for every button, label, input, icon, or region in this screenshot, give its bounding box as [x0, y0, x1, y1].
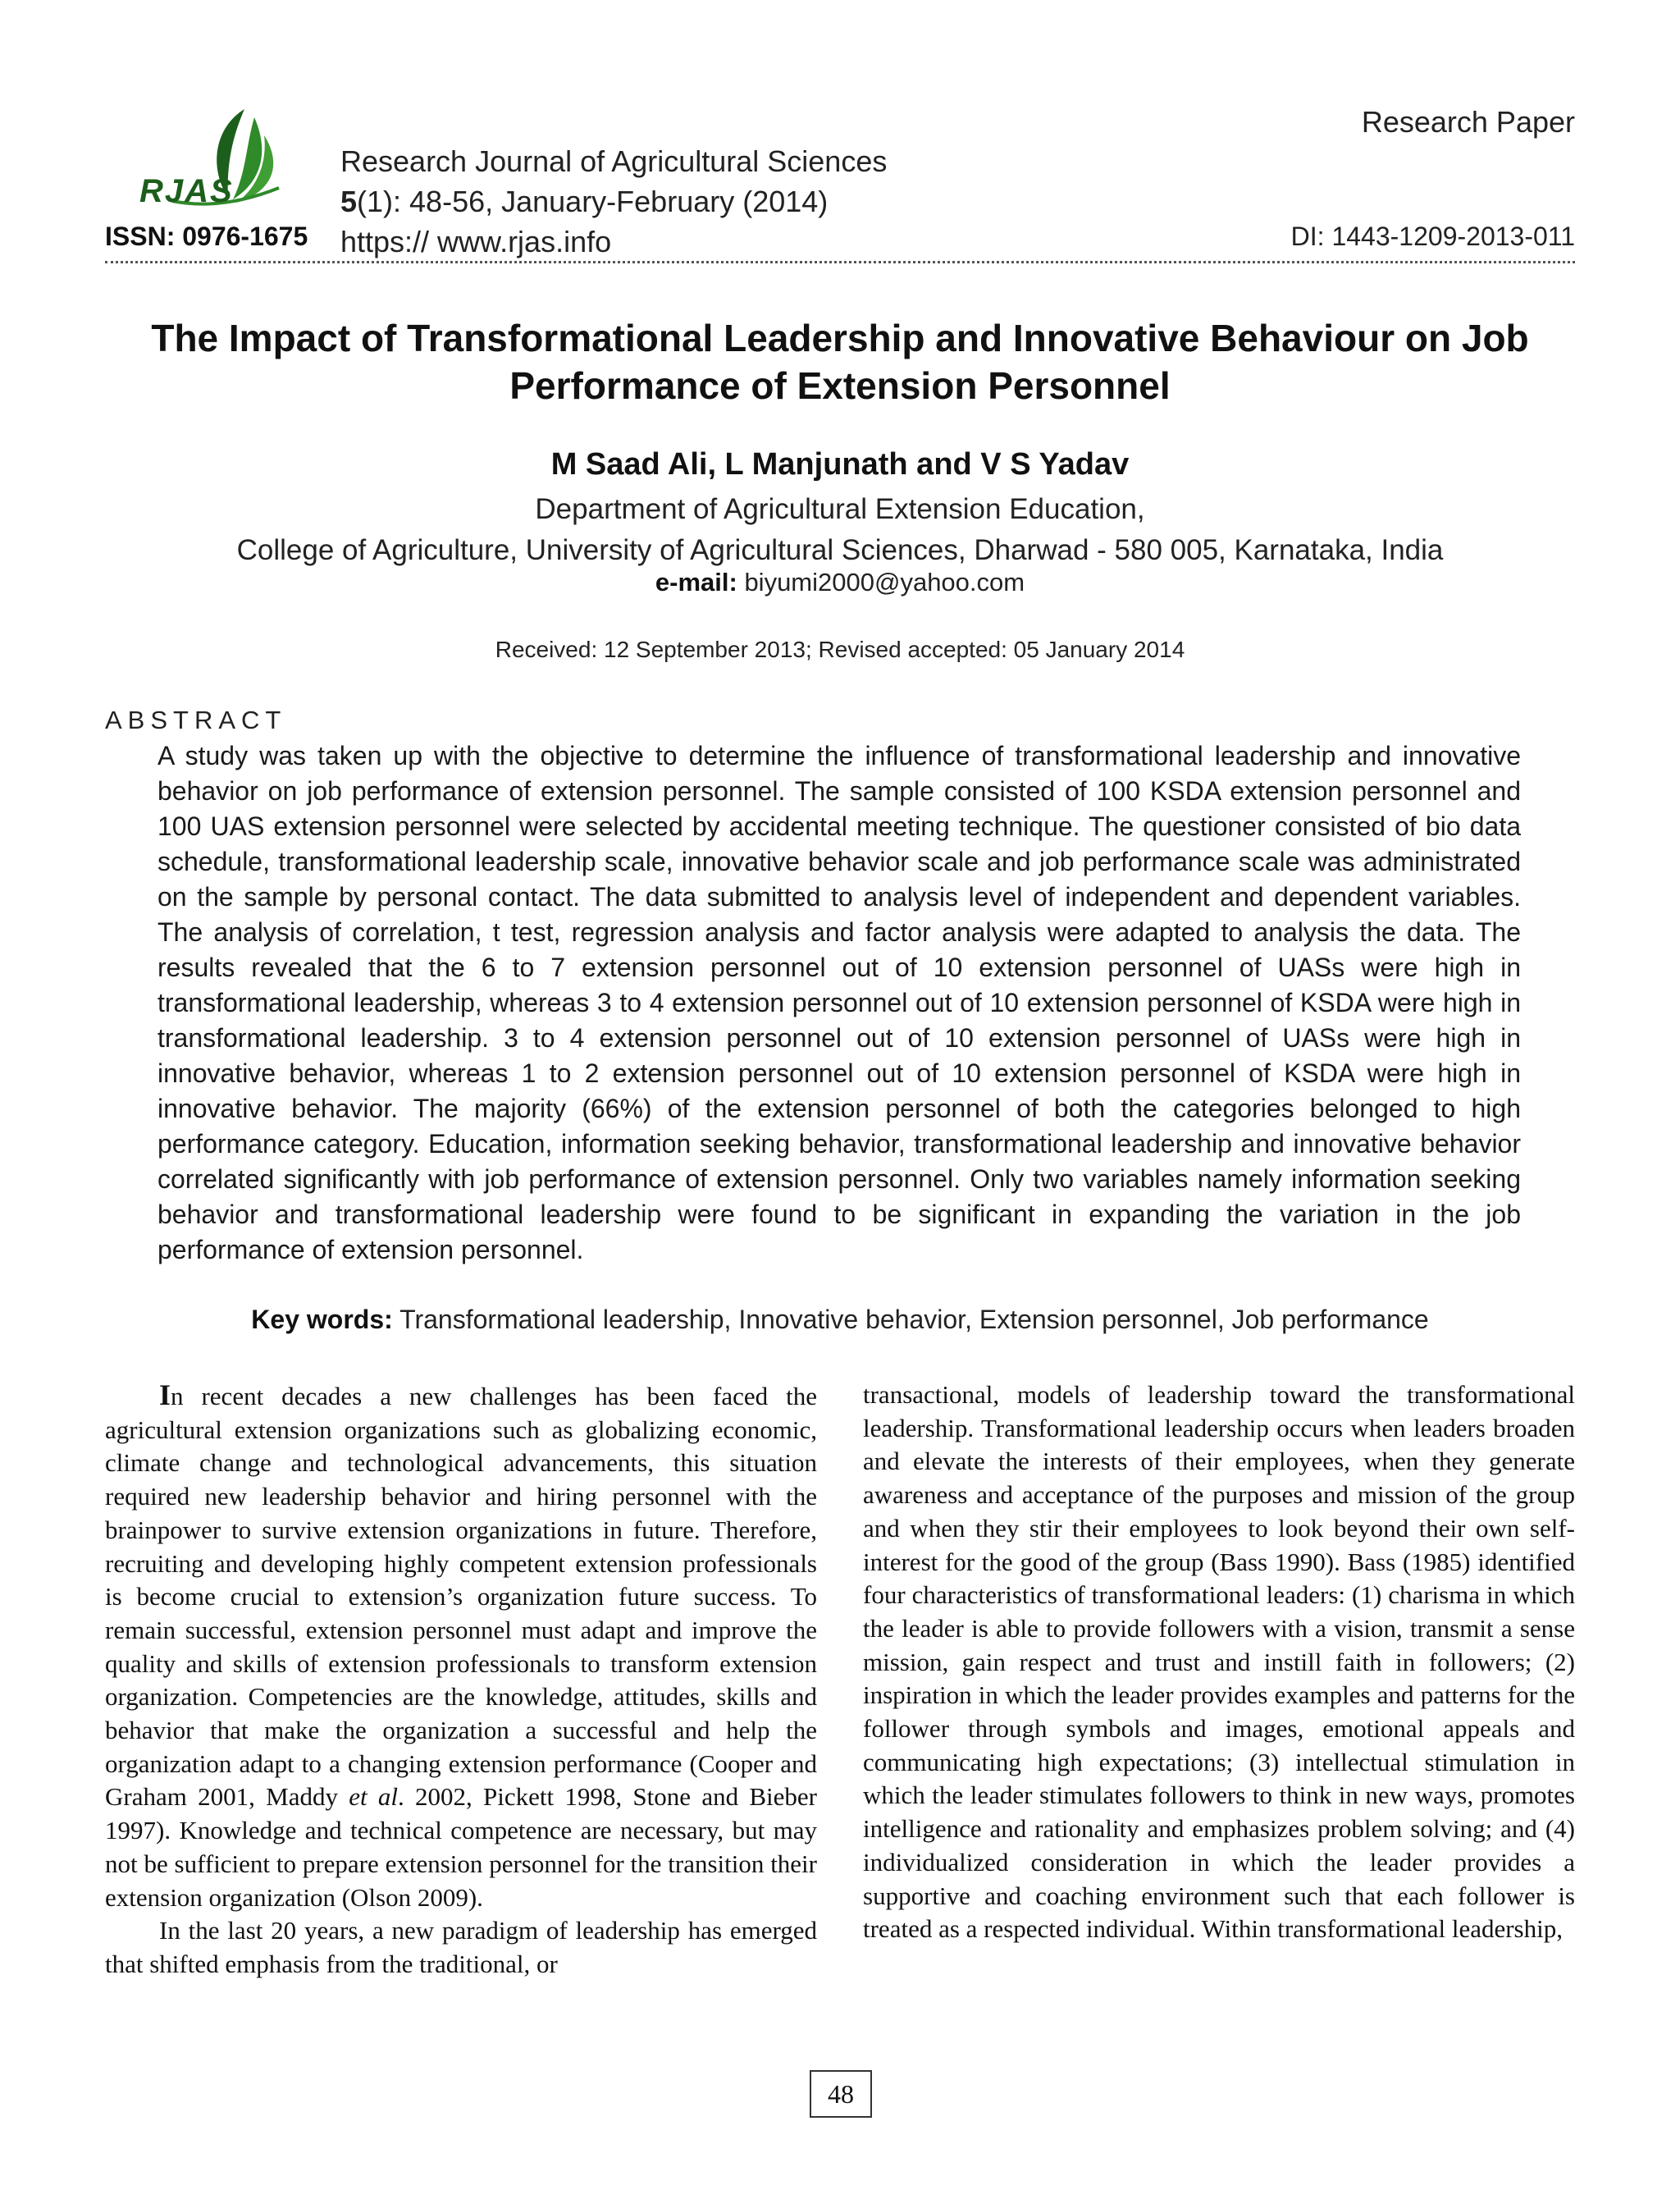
abstract-text: A study was taken up with the objective to determine the influence of transformational leadership and innovative behavior on job performance of extension personnel. The sample consisted of 100 KSDA extension personnel and 100 UAS extension personnel were selected by accidental meeting technique. The questioner consisted of bio data schedule, transformational leadership scale, innovative behavior scale and job performance scale was administrated on the sample by personal contact. The data submitted to analysis level of independent and dependent variables. The analysis of correlation, t test, regression analysis and factor analysis were adapted to analysis the data. The results revealed that the 6 to 7 extension personnel out of 10 extension personnel of UASs were high in transformational leadership, whereas 3 to 4 extension personnel out of 10 extension personnel of KSDA were high in transformational leadership. 3 to 4 extension personnel out of 10 extension personnel of UASs were high in innovative behavior, whereas 1 to 2 extension personnel out of 10 extension personnel of KSDA were high in innovative behavior. The majority (66%) of the extension personnel of both the categories belonged to high performance category. Education, information seeking behavior, transformational leadership and innovative behavior correlated significantly with job performance of extension personnel. Only two variables namely information seeking behavior and transformational leadership were found to be significant in expanding the variation in the job performance of extension personnel.	[158, 741, 1521, 1264]
paragraph-text: n recent decades a new challenges has been faced the agricultural extension organizations such as globalizing economic, climate change and technological advancements, this situation required new leadership behavior and hiring personnel with the brainpower to survive extension organizations in future. Therefore, recruiting and developing highly competent extension professionals is become crucial to extension’s organization future success. To remain successful, extension personnel must adapt and improve the quality and skills of extension professionals to transform extension organization. Competencies are the knowledge, attitudes, skills and behavior that make the organization a successful and help the organization adapt to a changing extension performance (Cooper and Graham 2001, Maddy	[105, 1382, 817, 1812]
abstract-heading: ABSTRACT	[105, 706, 287, 734]
logo-text: RJAS	[139, 173, 234, 209]
issn-label: ISSN: 0976-1675	[105, 222, 308, 251]
body-column-right	[863, 1378, 1575, 1946]
email-label: e-mail:	[655, 568, 737, 597]
journal-info	[340, 141, 887, 262]
keywords-label: Key words:	[251, 1305, 393, 1334]
affiliation-line-1: Department of Agricultural Extension Education,	[535, 493, 1145, 525]
author-list: M Saad Ali, L Manjunath and V S Yadav	[550, 447, 1130, 482]
page-number: 48	[810, 2070, 872, 2118]
et-al-italic: et al	[349, 1782, 398, 1812]
received-dates: Received: 12 September 2013; Revised accepted: 05 January 2014	[495, 637, 1185, 662]
page-header	[0, 0, 1680, 271]
paragraph-text-continued: . 2002, Pickett 1998, Stone and Bieber 1997). Knowledge and technical competence are necessary, but may not be sufficient to prepare extension personnel for the transition their extension organization (Olson 2009).	[105, 1782, 817, 1912]
journal-volume: 5	[340, 185, 358, 218]
email-address[interactable]: biyumi2000@yahoo.com	[744, 568, 1025, 597]
body-paragraph: transactional, models of leadership toward the transformational leadership. Transformational leadership occurs when leaders broaden and elevate the interests of their employees, when they generate awareness and acceptance of the purposes and mission of the group and when they stir their employees to look beyond their own self-interest for the good of the group (Bass 1990). Bass (1985) identified four characteristics of transformational leaders: (1) charisma in which the leader is able to provide followers with a vision, transmit a sense mission, gain respect and trust and instill faith in followers; (2) inspiration in which the leader provides examples and patterns for the follower through symbols and images, emotional appeals and communicating high expectations; (3) intellectual stimulation in which the leader stimulates followers to think in new ways, promotes intelligence and rationality and emphasizes problem solving; and (4) individualized consideration in which the leader provides a supportive and coaching environment such that each follower is treated as a respected individual. Within transformational leadership,	[863, 1380, 1575, 1944]
affiliation-line-2: College of Agriculture, University of Agricultural Sciences, Dharwad - 580 005, Karnataka, India	[236, 534, 1444, 566]
body-column-left	[105, 1378, 817, 1982]
affiliation	[82, 489, 1598, 571]
journal-logo	[123, 103, 320, 217]
body-paragraph: In the last 20 years, a new paradigm of leadership has emerged that shifted emphasis from the traditional, or	[105, 1916, 817, 1978]
journal-issue-details: (1): 48-56, January-February (2014)	[357, 185, 829, 218]
journal-name: Research Journal of Agricultural Sciences	[340, 144, 888, 178]
paper-title: The Impact of Transformational Leadership and Innovative Behaviour on Job Performance of Extension Personnel	[151, 317, 1529, 407]
journal-issue	[340, 181, 887, 222]
keywords-line	[82, 1305, 1598, 1335]
journal-url[interactable]: https:// www.rjas.info	[340, 225, 612, 258]
paper-type-label: Research Paper	[1361, 105, 1575, 139]
body-paragraph	[105, 1378, 817, 1914]
keywords-value: Transformational leadership, Innovative behavior, Extension personnel, Job performance	[399, 1305, 1429, 1334]
drop-cap: I	[159, 1378, 171, 1411]
header-divider	[105, 261, 1575, 263]
email-line	[82, 568, 1598, 597]
doi-label: DI: 1443-1209-2013-011	[1290, 222, 1575, 251]
